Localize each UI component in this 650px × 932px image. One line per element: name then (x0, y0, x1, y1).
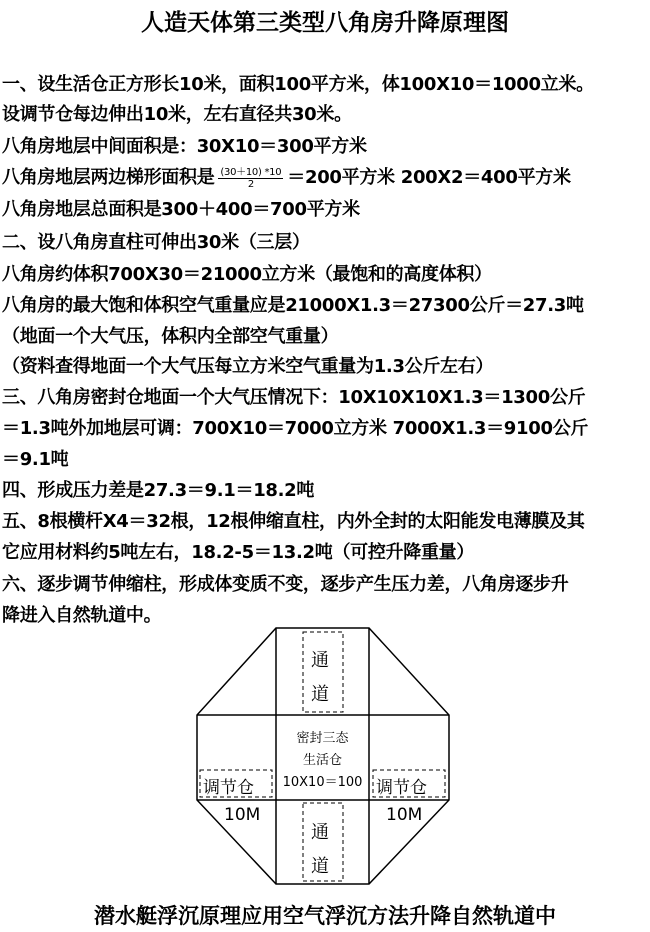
page-title: 人造天体第三类型八角房升降原理图 (141, 10, 509, 36)
text-line-13: ＝9.1吨 (2, 449, 69, 470)
bottom-channel-char-1: 通 (311, 822, 329, 843)
left-chamber-size: 10M (224, 805, 261, 825)
top-channel-char-1: 通 (311, 650, 329, 671)
fraction-denominator: 2 (247, 178, 254, 190)
footer-caption: 潜水艇浮沉原理应用空气浮沉方法升降自然轨道中 (94, 904, 556, 928)
text-line-2: 设调节仓每边伸出10米，左右直径共30米。 (2, 104, 352, 125)
text-line-8: 八角房的最大饱和体积空气重量应是21000X1.3＝27300公斤＝27.3吨 (2, 295, 584, 316)
text-line-12: ＝1.3吨外加地层可调：700X10＝7000立方米 7000X1.3＝9100公斤 (2, 418, 589, 439)
right-chamber-label: 调节仓 (376, 778, 427, 798)
text-line-3: 八角房地层中间面积是：30X10＝300平方米 (2, 136, 367, 157)
top-channel-char-2: 道 (311, 684, 329, 705)
text-line-6: 二、设八角房直柱可伸出30米（三层） (2, 232, 310, 253)
left-chamber-label: 调节仓 (203, 778, 254, 798)
center-label-1: 密封三态 (296, 731, 349, 746)
text-line-16: 它应用材料约5吨左右，18.2-5＝13.2吨（可控升降重量） (2, 542, 475, 563)
text-line-7: 八角房约体积700X30＝21000立方米（最饱和的高度体积） (2, 264, 492, 285)
center-label-2: 生活仓 (302, 753, 342, 768)
text-line-17: 六、逐步调节伸缩柱，形成体变质不变，逐步产生压力差，八角房逐步升 (2, 574, 569, 595)
text-line-15: 五、8根横杆X4＝32根，12根伸缩直柱，内外全封的太阳能发电薄膜及其 (2, 511, 585, 532)
text-line-10: （资料查得地面一个大气压每立方米空气重量为1.3公斤左右） (2, 356, 494, 377)
text-line-1: 一、设生活仓正方形长10米，面积100平方米，体100X10＝1000立米。 (2, 74, 594, 95)
trapezoid-result: ＝200平方米 200X2＝400平方米 (287, 167, 571, 188)
fraction-multiplier: *10 (264, 166, 282, 178)
text-line-14: 四、形成压力差是27.3＝9.1＝18.2吨 (2, 480, 315, 501)
fraction-numerator: (30＋10) (220, 166, 262, 178)
right-chamber-size: 10M (386, 805, 423, 825)
text-line-18: 降进入自然轨道中。 (2, 605, 162, 626)
bottom-channel-char-2: 道 (311, 856, 329, 877)
text-line-5: 八角房地层总面积是300＋400＝700平方米 (2, 199, 360, 220)
center-label-3: 10X10＝100 (282, 775, 363, 790)
text-line-11: 三、八角房密封仓地面一个大气压情况下：10X10X10X1.3＝1300公斤 (2, 387, 586, 408)
text-line-9: （地面一个大气压，体积内全部空气重量） (2, 326, 339, 347)
trapezoid-label: 八角房地层两边梯形面积是 (2, 167, 215, 188)
